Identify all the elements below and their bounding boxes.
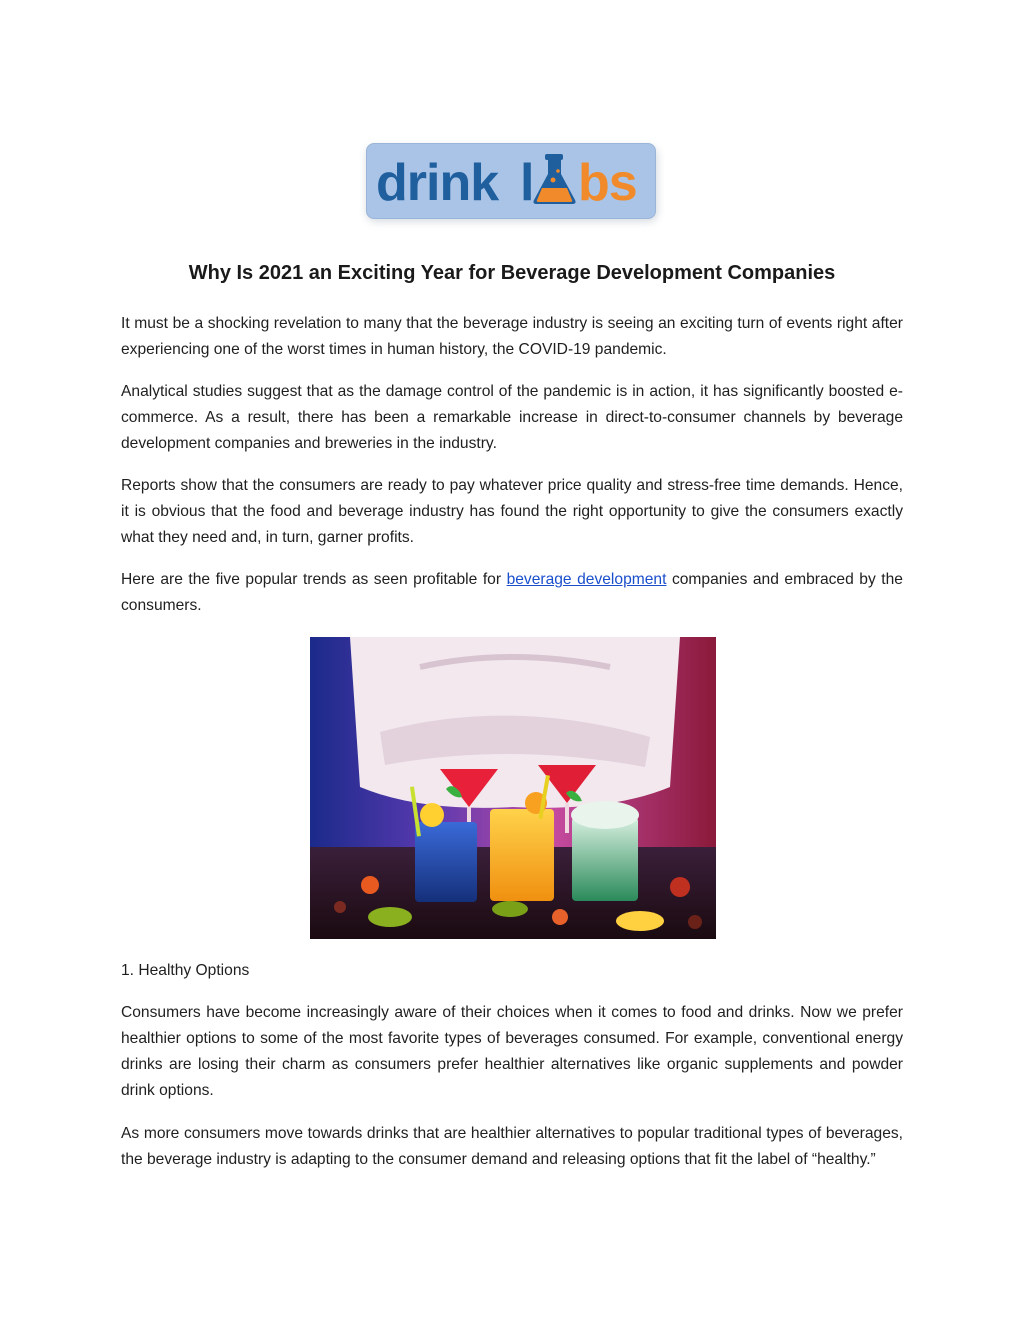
- paragraph-reports: Reports show that the consumers are ready to pay whatever price quality and stress-free time demands. Hence, it is obvious that the food and beverage industry has found the right opportunity to give the consumers exactly what they need and, in turn, garner profits.: [121, 477, 903, 546]
- paragraph-trends-before: Here are the five popular trends as seen profitable for: [121, 571, 507, 588]
- flask-icon: [533, 154, 575, 204]
- beverage-development-link[interactable]: beverage development: [506, 571, 667, 588]
- paragraph-trends: [121, 567, 903, 619]
- section-heading-healthy-options: 1. Healthy Options: [121, 962, 250, 979]
- logo-text-drink: drink: [376, 154, 499, 212]
- drinklabs-logo: [362, 140, 662, 222]
- logo-text-l: l: [520, 154, 535, 212]
- paragraph-intro: It must be a shocking revelation to many that the beverage industry is seeing an exciting turn of events right after experiencing one of the worst times in human history, the COVID-19 pandemic.: [121, 315, 903, 358]
- paragraph-analytics: Analytical studies suggest that as the damage control of the pandemic is in action, it has significantly boosted e-commerce. As a result, there has been a remarkable increase in direct-to-consumer channels by beverage development companies and breweries in the industry.: [121, 383, 903, 452]
- logo-wordmark: [362, 140, 662, 222]
- paragraph-healthy-2: As more consumers move towards drinks that are healthier alternatives to popular traditional types of beverages, the beverage industry is adapting to the consumer demand and releasing options that fit the label of “healthy.”: [121, 1125, 903, 1168]
- cocktails-photo: [310, 637, 716, 939]
- paragraph-healthy-1: Consumers have become increasingly aware of their choices when it comes to food and drinks. Now we prefer healthier options to some of the most favorite types of beverages consumed. For example, conventional energy drinks are losing their charm as consumers prefer healthier alternatives like organic supplements and powder drink options.: [121, 1004, 903, 1099]
- cocktails-illustration: [310, 637, 716, 939]
- paragraph-trends-after: companies and embraced by the consumers.: [121, 571, 903, 614]
- article-title: Why Is 2021 an Exciting Year for Beverage Development Companies: [188, 262, 836, 284]
- logo-text-bs: bs: [578, 154, 637, 212]
